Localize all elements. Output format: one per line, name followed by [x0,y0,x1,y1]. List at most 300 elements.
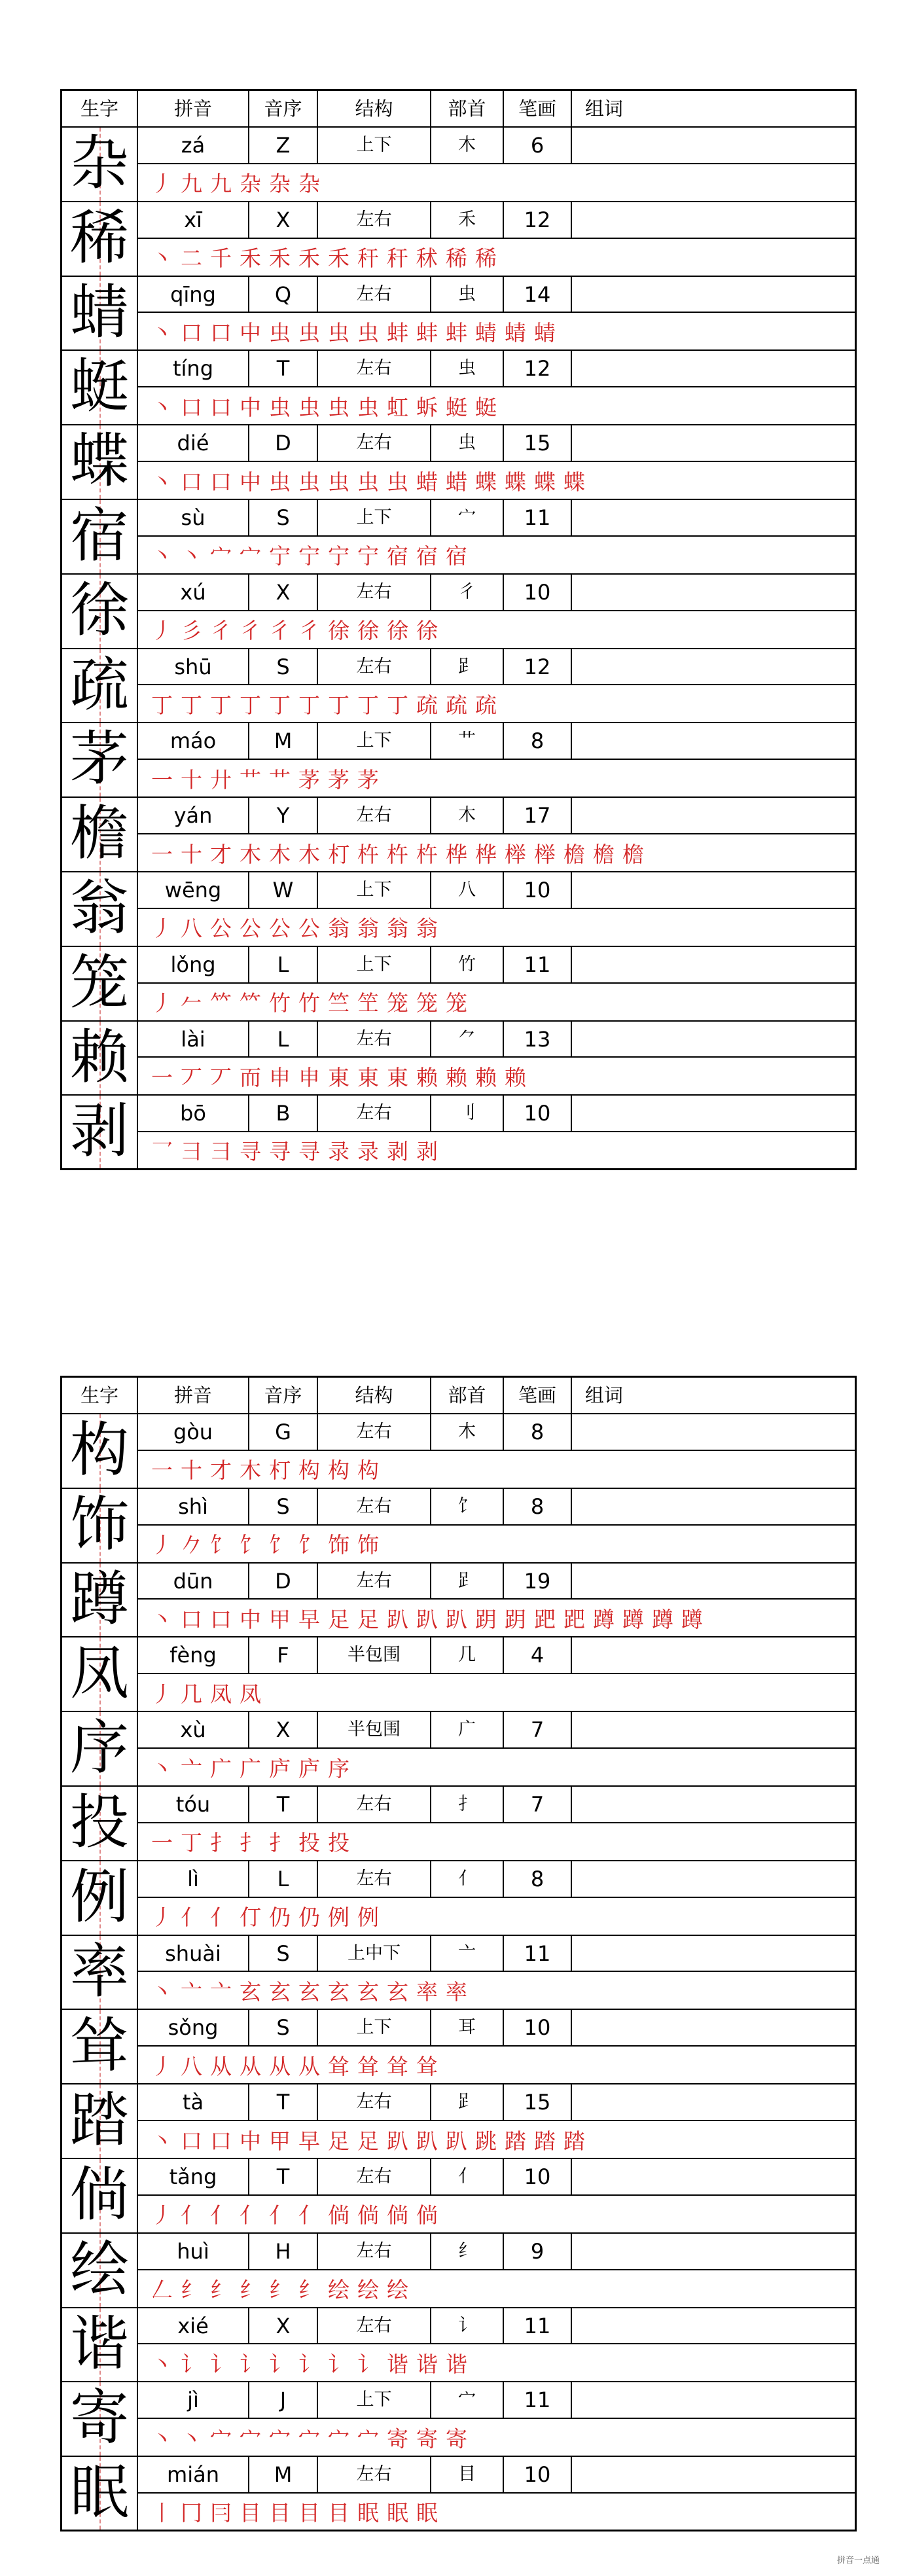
stroke-step: 杵 [357,841,379,867]
structure-cell: 上下 [318,128,431,163]
stroke-step: 杂 [269,171,291,197]
header-cell: 生字 [62,1378,138,1413]
stroke-step: 彳 [298,618,320,644]
stroke-step: 桦 [446,841,467,867]
stroke-step: 饣 [210,1532,232,1558]
stroke-step: 足 [328,2128,349,2154]
stroke-step: 趴 [416,2128,438,2154]
stroke-step: 踏 [534,2128,556,2154]
stroke-step: 虫 [298,469,320,495]
stroke-step: 谐 [416,2351,438,2377]
stroke-step: 虫 [328,469,349,495]
character: 倘 [70,2160,129,2229]
word-cell[interactable] [572,1861,855,1897]
character: 翁 [70,873,129,942]
character-cell [62,1096,138,1168]
stroke-step: 丶 [151,2128,173,2154]
stroke-step: 丁 [387,692,408,718]
stroke-step: 丶 [151,1755,173,1781]
stroke-step: 玄 [328,1978,349,2005]
stroke-step: 谐 [446,2351,467,2377]
stroke-step: 饰 [357,1532,379,1558]
stroke-step: 笼 [446,990,467,1016]
stroke-step: 朾 [269,1458,291,1484]
stroke-step: 彳 [269,618,291,644]
stroke-step: 丿 [151,2202,173,2228]
stroke-step: 杵 [416,841,438,867]
stroke-step: 千 [210,245,232,272]
word-cell[interactable] [572,500,855,535]
stroke-step: 纟 [269,2277,291,2303]
pinyin-cell: mián [138,2457,249,2492]
character-row [62,1096,855,1170]
character-row [62,575,855,649]
stroke-step: 蹲 [681,1606,703,1632]
stroke-step: 禾 [328,245,349,272]
radical-cell: 𧾷 [431,2084,504,2120]
stroke-step: 木 [240,841,261,867]
structure-cell: 上下 [318,2382,431,2418]
word-cell[interactable] [572,2010,855,2045]
header-cell: 拼音 [138,91,249,126]
stroke-step: 笼 [416,990,438,1016]
stroke-count-cell: 12 [504,649,572,685]
stroke-step: 翁 [357,916,379,942]
word-cell[interactable] [572,1414,855,1450]
index-cell: F [249,1637,318,1673]
stroke-step: 绘 [357,2277,379,2303]
stroke-step: 蚌 [446,319,467,346]
stroke-step: 疏 [446,692,467,718]
stroke-count-cell: 7 [504,1787,572,1822]
stroke-step: 丁 [151,692,173,718]
index-cell: J [249,2382,318,2418]
structure-cell: 左右 [318,2084,431,2120]
character: 凤 [70,1639,129,1708]
stroke-step: 檐 [593,841,615,867]
word-cell[interactable] [572,798,855,833]
character: 踏 [70,2086,129,2155]
pinyin-cell: dūn [138,1564,249,1599]
index-cell: T [249,2159,318,2194]
word-cell[interactable] [572,2084,855,2120]
radical-cell: 广 [431,1712,504,1747]
stroke-step: 足 [357,2128,379,2154]
index-cell: S [249,1489,318,1524]
character-row [62,2010,855,2084]
stroke-step: 亻 [181,2202,202,2228]
stroke-step: 倘 [416,2202,438,2228]
index-cell: D [249,1564,318,1599]
stroke-step: 茅 [328,766,349,793]
word-cell[interactable] [572,649,855,685]
stroke-step: 赖 [475,1064,497,1090]
index-cell: X [249,202,318,238]
stroke-count-cell: 11 [504,947,572,982]
radical-cell: 虫 [431,425,504,461]
radical-cell: 彳 [431,575,504,610]
word-cell[interactable] [572,2308,855,2344]
stroke-step: 讠 [269,2351,291,2377]
pinyin-cell: tóu [138,1787,249,1822]
stroke-step: 趴 [387,2128,408,2154]
word-cell[interactable] [572,1712,855,1747]
stroke-count-cell: 8 [504,1861,572,1897]
stroke-order [138,611,855,648]
stroke-order [138,1898,855,1935]
stroke-step: 从 [240,2053,261,2079]
stroke-step: 木 [240,1458,261,1484]
stroke-step: 蹲 [622,1606,644,1632]
stroke-step: 乛 [151,1138,173,1164]
word-cell[interactable] [572,1936,855,1971]
stroke-step: 丶 [151,245,173,272]
stroke-step: 寄 [416,2425,438,2452]
index-cell: L [249,1861,318,1897]
header-cell: 音序 [249,91,318,126]
stroke-step: 檐 [622,841,644,867]
stroke-step: 凤 [240,1681,261,1707]
structure-cell: 左右 [318,2308,431,2344]
word-cell[interactable] [572,425,855,461]
stroke-step: 口 [181,394,202,420]
stroke-order [138,685,855,722]
character: 序 [70,1713,129,1783]
stroke-step: 序 [328,1755,349,1781]
stroke-step: 赖 [416,1064,438,1090]
character: 宿 [70,501,129,570]
stroke-order [138,909,855,946]
stroke-step: 亠 [181,1978,202,2005]
stroke-step: 从 [269,2053,291,2079]
stroke-step: 𠂉 [181,990,202,1016]
stroke-step: 宁 [298,543,320,569]
pinyin-cell: shū [138,649,249,685]
character-row [62,425,855,500]
pinyin-cell: tǎng [138,2159,249,2194]
index-cell: S [249,500,318,535]
stroke-step: 口 [181,1606,202,1632]
stroke-step: 玄 [298,1978,320,2005]
stroke-step: 蜓 [475,394,497,420]
stroke-step: 讠 [298,2351,320,2377]
character: 赖 [70,1022,129,1092]
stroke-order [138,1132,855,1168]
stroke-step: 虫 [298,319,320,346]
stroke-step: 冂 [181,2499,202,2526]
structure-cell: 左右 [318,351,431,386]
stroke-step: 中 [240,469,261,495]
stroke-order [138,1600,855,1636]
stroke-step: 耸 [328,2053,349,2079]
stroke-step: 彐 [181,1138,202,1164]
stroke-step: 庐 [298,1755,320,1781]
stroke-step: 𥫗 [240,990,261,1016]
stroke-step: 宿 [416,543,438,569]
structure-cell: 左右 [318,1096,431,1130]
stroke-step: 蹲 [652,1606,673,1632]
pinyin-cell: dié [138,425,249,461]
stroke-step: 绘 [328,2277,349,2303]
stroke-count-cell: 9 [504,2234,572,2269]
word-cell[interactable] [572,575,855,610]
stroke-step: 广 [240,1755,261,1781]
stroke-step: 宁 [269,543,291,569]
radical-cell: 亠 [431,1936,504,1971]
stroke-step: 十 [181,766,202,793]
character-cell [62,2159,138,2232]
stroke-step: 丿 [151,1681,173,1707]
stroke-step: 十 [181,841,202,867]
stroke-step: 公 [298,916,320,942]
stroke-step: 茅 [298,766,320,793]
stroke-step: 一 [151,1064,173,1090]
stroke-step: 倘 [328,2202,349,2228]
stroke-step: 构 [328,1458,349,1484]
stroke-step: 宿 [446,543,467,569]
stroke-step: 丁 [181,1830,202,1856]
stroke-order [138,834,855,871]
stroke-step: 秆 [387,245,408,272]
stroke-step: 纟 [210,2277,232,2303]
word-cell[interactable] [572,2457,855,2492]
structure-cell: 左右 [318,425,431,461]
word-cell[interactable] [572,351,855,386]
structure-cell: 上下 [318,2010,431,2045]
character-cell [62,2457,138,2530]
character-row [62,1712,855,1787]
stroke-order [138,164,855,201]
stroke-step: 亻 [210,1905,232,1931]
stroke-step: 禾 [269,245,291,272]
structure-cell: 左右 [318,2159,431,2194]
character-row [62,277,855,351]
stroke-step: 甲 [269,1606,291,1632]
header-cell: 音序 [249,1378,318,1413]
character-cell [62,1637,138,1711]
stroke-step: 蜻 [505,319,526,346]
stroke-step: 宀 [269,2425,291,2452]
character-row [62,2159,855,2234]
word-cell[interactable] [572,2382,855,2418]
stroke-step: 趴 [416,1606,438,1632]
word-cell[interactable] [572,2159,855,2194]
pinyin-cell: bō [138,1096,249,1130]
stroke-step: 丁 [298,692,320,718]
stroke-step: 笼 [387,990,408,1016]
stroke-step: 彳 [240,618,261,644]
radical-cell: 𧾷 [431,1564,504,1599]
pinyin-cell: xī [138,202,249,238]
character-cell [62,1489,138,1562]
structure-cell: 左右 [318,798,431,833]
word-cell[interactable] [572,2234,855,2269]
character: 蹲 [70,1564,129,1634]
radical-cell: 目 [431,2457,504,2492]
word-cell[interactable] [572,872,855,908]
stroke-step: 杵 [387,841,408,867]
stroke-step: 丁 [240,692,261,718]
stroke-step: 宀 [210,2425,232,2452]
stroke-step: 绘 [387,2277,408,2303]
character-cell [62,202,138,276]
character: 寄 [70,2384,129,2453]
stroke-order [138,1526,855,1562]
character-row [62,798,855,872]
pinyin-cell: huì [138,2234,249,2269]
stroke-count-cell: 15 [504,2084,572,2120]
pinyin-cell: sǒng [138,2010,249,2045]
stroke-count-cell: 8 [504,723,572,759]
character-row [62,202,855,277]
character: 耸 [70,2011,129,2081]
stroke-step: 耸 [357,2053,379,2079]
stroke-step: 讠 [357,2351,379,2377]
structure-cell: 左右 [318,1564,431,1599]
index-cell: T [249,1787,318,1822]
stroke-step: 讠 [328,2351,349,2377]
stroke-step: 徐 [387,618,408,644]
stroke-step: 跀 [505,1606,526,1632]
character-cell [62,2308,138,2382]
index-cell: X [249,1712,318,1747]
character: 投 [70,1787,129,1857]
stroke-step: 蹲 [593,1606,615,1632]
stroke-step: 甲 [269,2128,291,2154]
character-row [62,1414,855,1489]
stroke-step: 艹 [240,766,261,793]
stroke-count-cell: 11 [504,2308,572,2344]
stroke-step: 翁 [387,916,408,942]
stroke-step: 彐 [210,1138,232,1164]
pinyin-cell: gòu [138,1414,249,1450]
stroke-step: 剥 [387,1138,408,1164]
stroke-step: 竺 [328,990,349,1016]
stroke-step: 例 [328,1905,349,1931]
word-cell[interactable] [572,1022,855,1057]
stroke-step: 十 [181,1458,202,1484]
pinyin-cell: tà [138,2084,249,2120]
stroke-step: 公 [240,916,261,942]
word-cell[interactable] [572,1096,855,1130]
structure-cell: 左右 [318,2234,431,2269]
stroke-step: 扌 [210,1830,232,1856]
character: 茅 [70,724,129,794]
stroke-step: 赖 [505,1064,526,1090]
structure-cell: 上中下 [318,1936,431,1971]
structure-cell: 左右 [318,1787,431,1822]
word-cell[interactable] [572,723,855,759]
character-row [62,351,855,425]
radical-cell: 宀 [431,2382,504,2418]
character-row [62,128,855,202]
word-cell[interactable] [572,128,855,163]
character: 檐 [70,799,129,868]
stroke-step: 饣 [269,1532,291,1558]
table-header [62,91,855,128]
word-cell[interactable] [572,202,855,238]
stroke-step: 讠 [210,2351,232,2377]
stroke-step: 桦 [475,841,497,867]
stroke-order [138,2196,855,2232]
index-cell: H [249,2234,318,2269]
word-cell[interactable] [572,1564,855,1599]
stroke-count-cell: 8 [504,1489,572,1524]
stroke-step: 倘 [387,2202,408,2228]
stroke-step: 虫 [387,469,408,495]
stroke-step: 眠 [416,2499,438,2526]
radical-cell: 禾 [431,202,504,238]
structure-cell: 左右 [318,202,431,238]
index-cell: S [249,1936,318,1971]
stroke-step: 口 [210,469,232,495]
structure-cell: 左右 [318,1022,431,1057]
stroke-step: 翁 [416,916,438,942]
stroke-step: 玄 [240,1978,261,2005]
header-cell: 部首 [431,91,504,126]
stroke-step: 录 [357,1138,379,1164]
character-cell [62,425,138,499]
character-cell [62,1564,138,1637]
pinyin-cell: sù [138,500,249,535]
index-cell: S [249,2010,318,2045]
word-cell[interactable] [572,947,855,982]
stroke-step: 稀 [475,245,497,272]
stroke-step: 檐 [563,841,585,867]
character-cell [62,723,138,796]
stroke-count-cell: 10 [504,2457,572,2492]
stroke-step: 亠 [181,1755,202,1781]
character-table-1 [60,89,857,1170]
stroke-step: 丁 [357,692,379,718]
stroke-order [138,1972,855,2009]
stroke-step: 趴 [387,1606,408,1632]
stroke-step: 趴 [446,1606,467,1632]
word-cell[interactable] [572,1637,855,1673]
character: 徐 [70,575,129,645]
stroke-step: 眠 [357,2499,379,2526]
stroke-step: 杂 [298,171,320,197]
stroke-step: 例 [357,1905,379,1931]
word-cell[interactable] [572,277,855,312]
radical-cell: 亻 [431,2159,504,2194]
stroke-step: 凤 [210,1681,232,1707]
word-cell[interactable] [572,1489,855,1524]
stroke-step: 丿 [151,618,173,644]
stroke-step: 亠 [210,1978,232,2005]
stroke-step: 早 [298,1606,320,1632]
pinyin-cell: shì [138,1489,249,1524]
character-cell [62,2234,138,2307]
pinyin-cell: tíng [138,351,249,386]
stroke-step: 丁 [210,692,232,718]
stroke-step: 杂 [240,171,261,197]
stroke-count-cell: 8 [504,1414,572,1450]
stroke-order [138,2121,855,2158]
stroke-step: 亻 [269,2202,291,2228]
stroke-step: 丁 [269,692,291,718]
stroke-step: 丶 [151,469,173,495]
character-cell [62,1022,138,1095]
stroke-step: 疏 [416,692,438,718]
stroke-step: 蜻 [475,319,497,346]
word-cell[interactable] [572,1787,855,1822]
character-row [62,1489,855,1564]
stroke-step: 亻 [240,2202,261,2228]
index-cell: W [249,872,318,908]
character-cell [62,2010,138,2083]
stroke-step: 丶 [151,1978,173,2005]
